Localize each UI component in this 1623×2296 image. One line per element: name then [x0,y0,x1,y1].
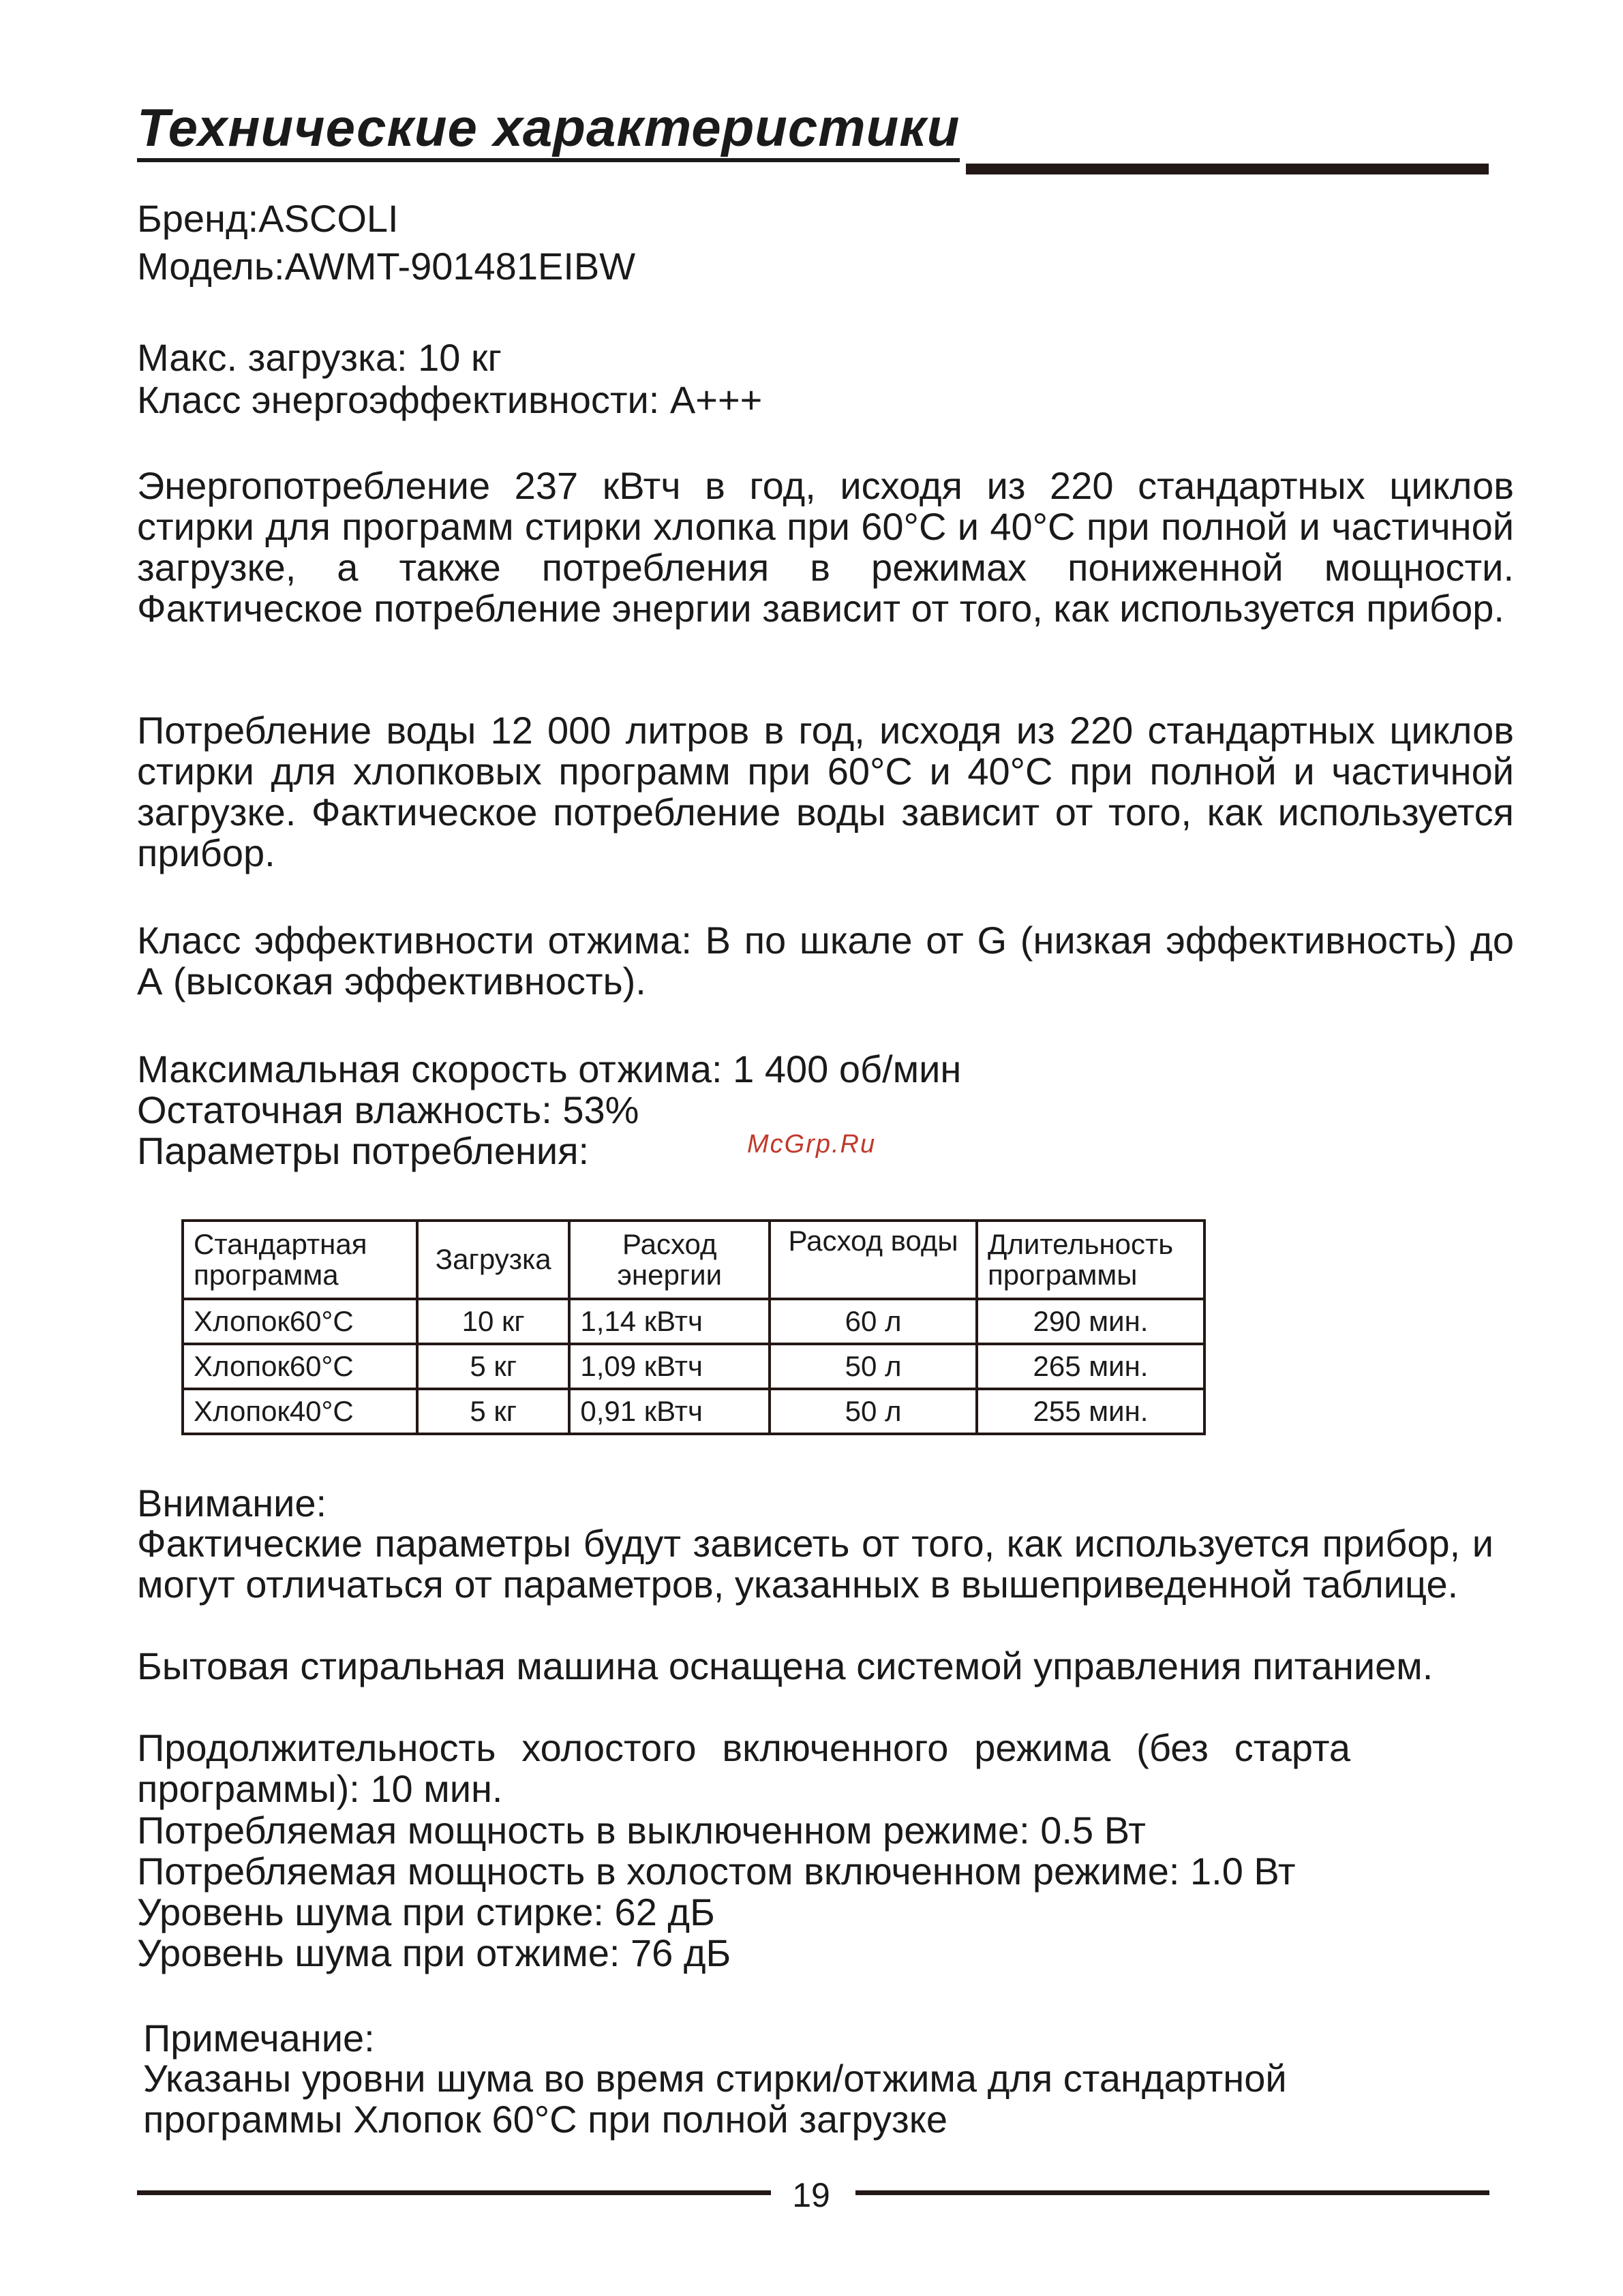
cell-program: Хлопок40°С [183,1389,417,1434]
max-load-line: Макс. загрузка: 10 кг [137,336,502,379]
header-duration-line2: программы [987,1258,1138,1291]
attention-text-2: Бытовая стиральная машина оснащена системой управления питанием. [137,1644,1434,1687]
header-energy-line2: энергии [617,1258,723,1291]
cell-energy: 1,09 кВтч [569,1344,770,1389]
page-title: Технические характеристики [137,101,960,162]
page-number: 19 [792,2176,830,2214]
idle-duration-text: Продолжительность холостого включенного режима (без старта программы): 10 мин. [137,1726,1350,1810]
cell-water: 50 л [770,1389,977,1434]
table-row [183,1299,1204,1344]
title-underline [966,164,1489,174]
model-line: Модель:AWMT-901481EIBW [137,245,636,288]
cell-load: 5 кг [417,1389,569,1434]
table-row [183,1344,1204,1389]
cell-load: 5 кг [417,1344,569,1389]
consumption-table [181,1219,1206,1435]
header-energy-line1: Расход [622,1228,717,1261]
consumption-params-label: Параметры потребления: [137,1129,590,1172]
spin-class-paragraph: Класс эффективности отжима: В по шкале от G (низкая эффективность) до А (высокая эффективность). [137,919,1514,1002]
cell-duration: 255 мин. [977,1389,1204,1434]
header-program-line2: программа [194,1258,339,1291]
footer-rule-left [137,2190,771,2195]
cell-program: Хлопок60°С [183,1299,417,1344]
header-energy [569,1221,770,1299]
noise-spin-line: Уровень шума при отжиме: 76 дБ [137,1931,731,1974]
energy-consumption-paragraph: Энергопотребление 237 кВтч в год, исходя из 220 стандартных циклов стирки для программ стирки хлопка при 60°С и 40°С при полной и частичной загрузке, а также потребления в режимах пониженной мощности. Фактическое потребление энергии зависит от того, как используется прибор. [137,464,1514,630]
note-text: Указаны уровни шума во время стирки/отжима для стандартной программы Хлопок 60°С при полной загрузке [143,2057,1287,2141]
water-consumption-paragraph: Потребление воды 12 000 литров в год, исходя из 220 стандартных циклов стирки для хлопковых программ при 60°С и 40°С при полной и частичной загрузке. Фактическое потребление воды зависит от того, как используется прибор. [137,709,1514,874]
cell-duration: 290 мин. [977,1299,1204,1344]
header-program [183,1221,417,1299]
noise-wash-line: Уровень шума при стирке: 62 дБ [137,1891,715,1933]
table-header-row [183,1221,1204,1299]
brand-line: Бренд:ASCOLI [137,197,399,240]
header-water: Расход воды [770,1221,977,1299]
cell-water: 60 л [770,1299,977,1344]
attention-text-1: Фактические параметры будут зависеть от того, как используется прибор, и могут отличаться от параметров, указанных в вышеприведенной таблице. [137,1522,1493,1606]
cell-load: 10 кг [417,1299,569,1344]
attention-label: Внимание: [137,1482,327,1525]
footer-rule-right [855,2190,1489,2195]
watermark-text: McGrp.Ru [747,1130,877,1159]
header-duration [977,1221,1204,1299]
cell-duration: 265 мин. [977,1344,1204,1389]
note-label: Примечание: [143,2017,375,2060]
header-program-line1: Стандартная [194,1228,367,1261]
table-row [183,1389,1204,1434]
power-idle-line: Потребляемая мощность в холостом включенном режиме: 1.0 Вт [137,1850,1296,1893]
residual-moisture-line: Остаточная влажность: 53% [137,1088,639,1131]
header-duration-line1: Длительность [987,1228,1174,1261]
cell-program: Хлопок60°С [183,1344,417,1389]
max-spin-speed-line: Максимальная скорость отжима: 1 400 об/мин [137,1047,962,1090]
cell-energy: 0,91 кВтч [569,1389,770,1434]
cell-energy: 1,14 кВтч [569,1299,770,1344]
energy-class-line: Класс энергоэффективности: А+++ [137,378,763,421]
header-load: Загрузка [417,1221,569,1299]
cell-water: 50 л [770,1344,977,1389]
power-off-line: Потребляемая мощность в выключенном режиме: 0.5 Вт [137,1809,1146,1852]
